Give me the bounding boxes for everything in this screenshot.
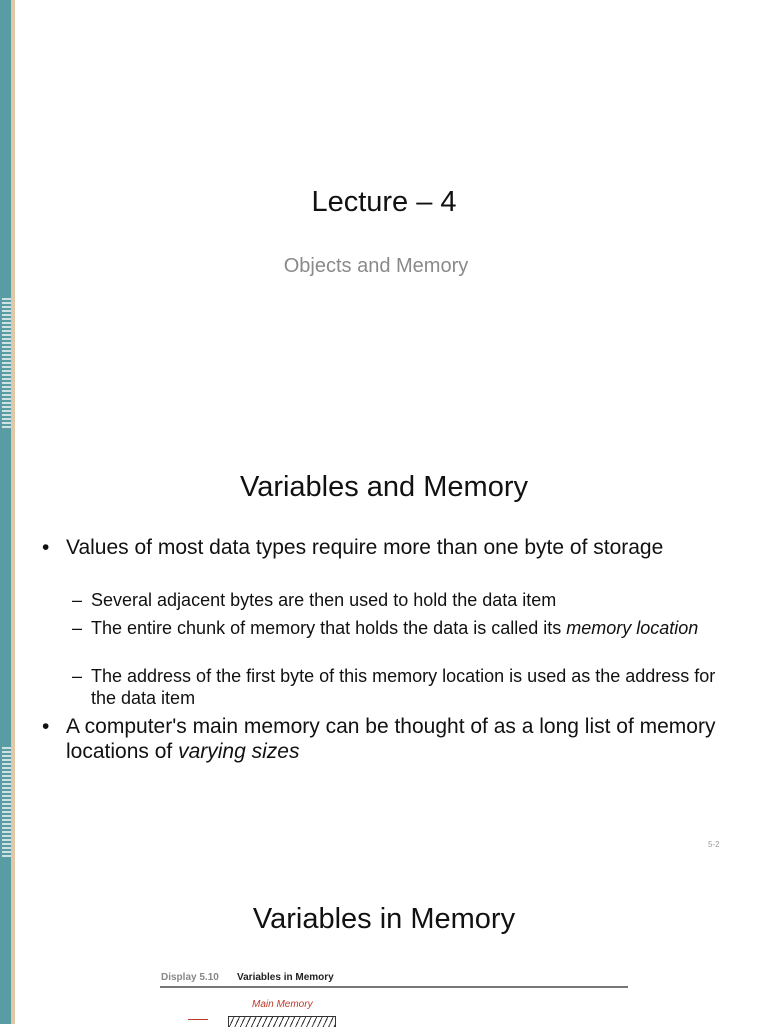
sub-bullet-marker: – [72, 590, 83, 610]
bullet-marker: • [42, 536, 50, 559]
sub-bullet-text [91, 617, 722, 639]
border-ticks-bottom [2, 745, 11, 857]
bullet-point [42, 535, 722, 560]
slide-title-variables-in-memory: Variables in Memory [252, 903, 516, 935]
border-strip-teal [0, 0, 11, 1024]
sub-bullet-marker: – [72, 618, 83, 638]
display-divider [160, 986, 628, 988]
bullet-point [42, 714, 722, 764]
memory-pointer-mark [188, 1019, 208, 1026]
lecture-title: Lecture – 4 [311, 186, 457, 218]
main-memory-label: Main Memory [252, 999, 313, 1010]
bullet-text-regular: A computer's main memory can be thought of as a long list of memory locations of [66, 715, 716, 763]
left-border [0, 0, 16, 1024]
sub-bullet-point [72, 665, 722, 709]
bullet-text-italic: varying sizes [178, 740, 300, 763]
sub-bullet-text: The address of the first byte of this memory location is used as the address for the data item [91, 666, 716, 708]
sub-bullet-point [72, 617, 722, 639]
border-strip-tan [11, 0, 15, 1024]
memory-diagram-strip [228, 1016, 336, 1027]
slide-number: 5-2 [708, 840, 720, 849]
border-ticks-top [2, 296, 11, 428]
lecture-subtitle: Objects and Memory [283, 255, 469, 277]
bullet-text [66, 714, 722, 764]
slide-title-variables-and-memory: Variables and Memory [240, 471, 528, 503]
sub-bullet-text: Several adjacent bytes are then used to hold the data item [91, 590, 557, 610]
display-label: Display 5.10 [161, 972, 219, 983]
bullet-text: Values of most data types require more than one byte of storage [66, 536, 664, 559]
sub-bullet-marker: – [72, 666, 83, 686]
sub-bullet-point [72, 589, 722, 611]
display-title: Variables in Memory [237, 972, 334, 983]
sub-bullet-text-italic: memory location [566, 618, 699, 638]
bullet-marker: • [42, 715, 50, 738]
sub-bullet-text-regular: The entire chunk of memory that holds the data is called its [91, 618, 567, 638]
